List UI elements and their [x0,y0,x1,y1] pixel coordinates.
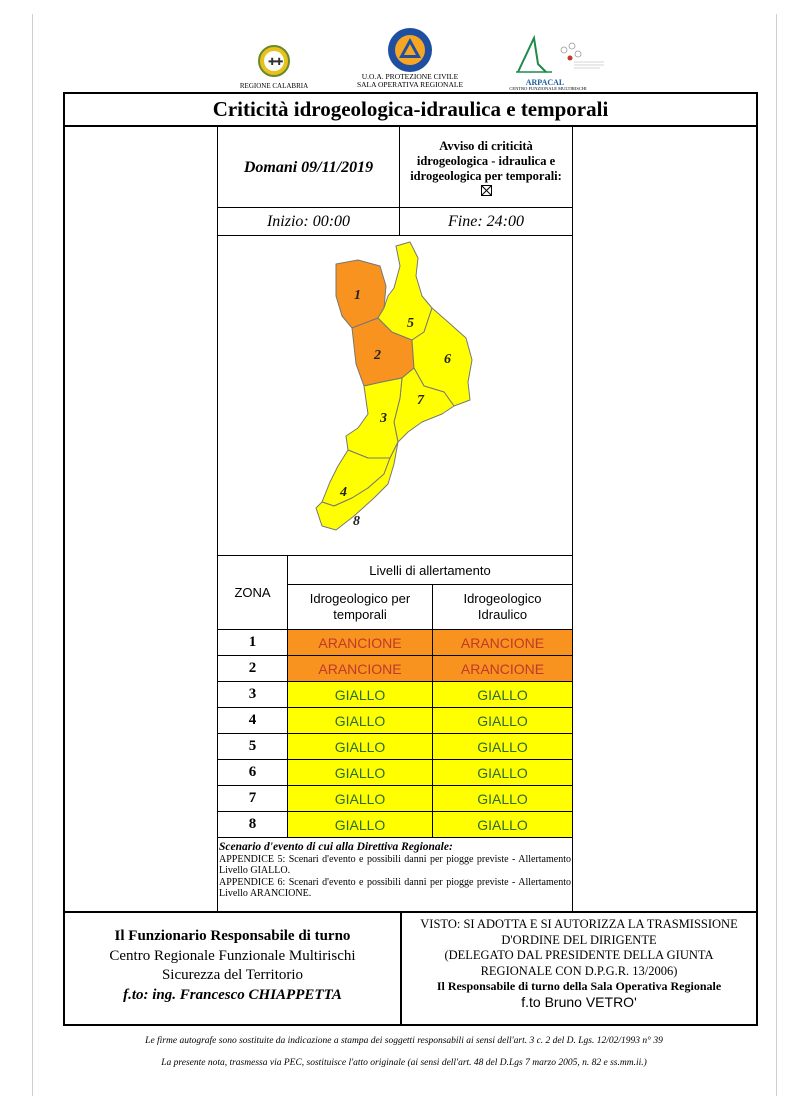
col-temporali-line2: temporali [333,607,387,622]
forecast-date: Domani 09/11/2019 [243,158,374,176]
level-temporali: GIALLO [288,682,432,707]
arpacal-logo [512,34,610,80]
svg-text:✚: ✚ [275,57,284,68]
row-divider [217,733,573,734]
page-title: Criticità idrogeologica-idraulica e temporali [63,92,758,127]
level-temporali: GIALLO [288,786,432,811]
scenario-line2: APPENDICE 6: Scenari d'evento e possibili danni per piogge previste - Allertamento Livello ARANCIONE. [219,876,571,899]
right-sig-line1: VISTO: SI ADOTTA E SI AUTORIZZA LA TRASMISSIONE [420,917,738,931]
zone-number: 3 [248,686,257,702]
map-label-1: 1 [354,288,361,303]
arpacal-label: ARPACAL [525,78,565,87]
map-label-6: 6 [444,352,451,367]
calabria-map [218,236,572,555]
regione-calabria-logo [252,44,296,82]
level-idraulico: GIALLO [433,812,572,837]
zone-number: 6 [248,764,257,780]
avviso-line3: idrogeologica per temporali: [410,169,562,183]
col-idraulico-line1: Idrogeologico [463,591,542,606]
map-label-7: 7 [417,393,424,408]
pc-line2: SALA OPERATIVA REGIONALE [356,80,464,89]
right-sig-line2: D'ORDINE DEL DIRIGENTE [501,932,657,947]
right-sig-line4: REGIONALE CON D.P.G.R. 13/2006) [480,963,678,978]
map-label-8: 8 [353,514,360,529]
zone-number: 2 [248,660,257,676]
page-edge-right [776,14,777,1096]
avviso-block [400,128,572,207]
level-idraulico: GIALLO [433,734,572,759]
start-time: Inizio: 00:00 [266,212,351,230]
zone-number: 5 [248,738,257,754]
level-idraulico: ARANCIONE [433,656,572,681]
col-idraulico-line2: Idraulico [477,607,528,622]
level-temporali: GIALLO [288,708,432,733]
level-temporali: GIALLO [288,760,432,785]
left-sig-line3: Sicurezza del Territorio [161,967,304,983]
right-sig-title: Il Responsabile di turno della Sala Operativa Regionale [436,979,722,993]
row-divider [217,785,573,786]
left-sig-title: Il Funzionario Responsabile di turno [114,928,351,944]
right-sig-name: f.to Bruno VETRO' [521,993,637,1010]
col-idraulico-header [433,585,572,629]
level-idraulico: GIALLO [433,786,572,811]
row-divider [217,707,573,708]
pc-line1: U.O.A. PROTEZIONE CIVILE [361,72,459,81]
zone-number: 4 [248,712,257,728]
levels-header: Livelli di allertamento [369,562,491,578]
zona-header: ZONA [234,585,271,600]
row-divider [217,655,573,656]
map-label-3: 3 [380,411,387,426]
zone-number: 8 [248,816,257,832]
svg-text:✚: ✚ [268,57,277,68]
avviso-line2: idrogeologica - idraulica e [416,154,556,168]
map-label-2: 2 [374,348,381,363]
level-temporali: GIALLO [288,812,432,837]
map-zone-3 [346,378,402,458]
right-sig-line3: (DELEGATO DAL PRESIDENTE DELLA GIUNTA [444,948,714,962]
scenario-line1: APPENDICE 5: Scenari d'evento e possibili danni per piogge previste - Allertamento Livello GIALLO. [219,853,571,876]
regione-calabria-label: REGIONE CALABRIA [239,82,309,90]
row-divider [217,681,573,682]
row-divider [217,759,573,760]
avviso-checkbox [481,185,492,196]
level-idraulico: GIALLO [433,708,572,733]
scenario-block [219,842,571,900]
avviso-line1: Avviso di criticità [439,139,533,153]
page-edge-left [32,14,33,1096]
scenario-heading: Scenario d'evento di cui alla Direttiva Regionale: [219,841,453,853]
protezione-civile-logo [386,26,434,74]
map-zone-5 [378,242,432,340]
level-idraulico: ARANCIONE [433,630,572,655]
zone-number: 7 [248,790,257,806]
row-divider [217,811,573,812]
footer-line2: La presente nota, trasmessa via PEC, sostituisce l'atto originale (ai sensi dell'art. 48 del D.Lgs 7 marzo 2005, n. 82 e ss.mm.ii.) [161,1058,647,1068]
footer-line1: Le firme autografe sono sostituite da indicazione a stampa dei soggetti responsabili ai sensi dell'art. 3 c. 2 del D. Lgs. 12/02/1993 n° 39 [145,1036,663,1046]
col-temporali-line1: Idrogeologico per [309,591,411,606]
level-temporali: GIALLO [288,734,432,759]
level-idraulico: GIALLO [433,760,572,785]
arpacal-sublabel: CENTRO FUNZIONALE MULTIRISCHI [509,86,587,91]
map-label-5: 5 [407,316,414,331]
end-time: Fine: 24:00 [448,212,524,230]
left-signature [65,913,400,1024]
map-label-4: 4 [340,485,347,500]
col-temporali-header [288,585,432,629]
left-sig-name: f.to: ing. Francesco CHIAPPETTA [123,986,342,1003]
zone-number: 1 [248,634,257,650]
level-temporali: ARANCIONE [288,656,432,681]
left-sig-line2: Centro Regionale Funzionale Multirischi [109,947,356,964]
table-bottom-line [217,837,573,838]
right-signature [402,913,756,1024]
level-idraulico: GIALLO [433,682,572,707]
level-temporali: ARANCIONE [288,630,432,655]
